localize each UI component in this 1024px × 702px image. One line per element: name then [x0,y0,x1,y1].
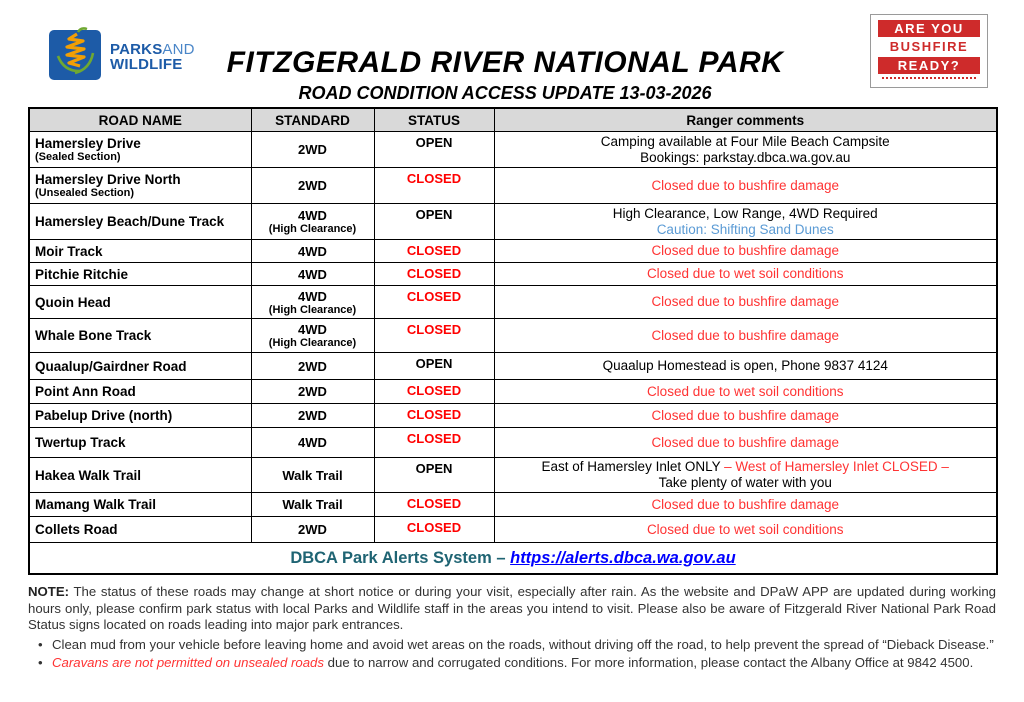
road-name-cell: Mamang Walk Trail [29,493,251,517]
table-row [29,132,997,168]
column-header-1: STANDARD [251,108,374,132]
table-row [29,428,997,458]
alerts-footer-row [29,543,997,575]
ranger-comment-cell: Closed due to bushfire damage [494,428,997,458]
status-cell: OPEN [374,353,494,380]
ranger-comment-cell: Closed due to wet soil conditions [494,380,997,404]
note-body: The status of these roads may change at short notice or during your visit, especially after rain. As the website and DPaW APP are updated during working hours only, please confirm park status with local Parks and Wildlife staff in the areas you intend to visit. Please also be aware of Fitzgerald River National Park Road Status signs located on roads leading into major park entrances. [28,584,996,632]
ranger-comment-cell: East of Hamersley Inlet ONLY – West of Hamersley Inlet CLOSED – Take plenty of water with you [494,458,997,493]
ranger-comment-cell: High Clearance, Low Range, 4WD Required Caution: Shifting Sand Dunes [494,204,997,240]
standard-cell: 4WD [251,428,374,458]
alerts-system-label: DBCA Park Alerts System – [290,548,511,567]
ranger-comment-cell: Camping available at Four Mile Beach Campsite Bookings: parkstay.dbca.wa.gov.au [494,132,997,168]
alerts-link[interactable]: https://alerts.dbca.wa.gov.au [510,548,736,567]
badge-line-ready: READY? [878,57,980,74]
logo-word-parks: PARKS [110,40,163,58]
road-name-cell: Hakea Walk Trail [29,458,251,493]
table-row [29,168,997,204]
road-name-cell: Twertup Track [29,428,251,458]
standard-cell: Walk Trail [251,493,374,517]
standard-cell: 2WD [251,517,374,543]
bushfire-ready-badge [870,14,988,88]
badge-line-are-you: ARE YOU [878,20,980,37]
status-cell: CLOSED [374,517,494,543]
table-row [29,319,997,353]
table-row [29,204,997,240]
standard-cell: 2WD [251,380,374,404]
road-name-cell: Collets Road [29,517,251,543]
column-header-2: STATUS [374,108,494,132]
ranger-comment-cell: Closed due to bushfire damage [494,240,997,263]
status-cell: CLOSED [374,168,494,204]
note-paragraph [28,584,996,634]
note-bullet: • Caravans are not permitted on unsealed roads due to narrow and corrugated conditions. For more information, please contact the Albany Office at 9842 4500. [38,655,974,670]
table-row [29,517,997,543]
table-row [29,286,997,319]
note-bullet: • Clean mud from your vehicle before leaving home and avoid wet areas on the roads, without driving off the road, to help prevent the spread of “Dieback Disease.” [38,636,994,652]
note-bullets [28,637,996,672]
standard-cell: 2WD [251,168,374,204]
table-row [29,493,997,517]
badge-line-bushfire: BUSHFIRE [889,39,969,54]
standard-cell: 2WD [251,353,374,380]
status-cell: CLOSED [374,240,494,263]
standard-cell: 2WD [251,132,374,168]
status-cell: OPEN [374,132,494,168]
table-row [29,458,997,493]
road-name-cell: Whale Bone Track [29,319,251,353]
ranger-comment-cell: Quaalup Homestead is open, Phone 9837 4124 [494,353,997,380]
road-name-cell: Point Ann Road [29,380,251,404]
road-name-cell: Pabelup Drive (north) [29,404,251,428]
logo-word-and: AND [162,40,195,58]
status-cell: CLOSED [374,286,494,319]
table-row [29,263,997,286]
standard-cell: 4WD [251,240,374,263]
table-row [29,240,997,263]
badge-footnote-line [882,77,976,79]
page-subtitle: ROAD CONDITION ACCESS UPDATE 13-03-2026 [298,83,712,103]
table-row [29,380,997,404]
status-cell: CLOSED [374,380,494,404]
standard-cell: 4WD [251,263,374,286]
status-cell: CLOSED [374,319,494,353]
note-label: NOTE: [28,584,70,599]
ranger-comment-cell: Closed due to bushfire damage [494,493,997,517]
standard-cell: 2WD [251,404,374,428]
status-cell: OPEN [374,458,494,493]
ranger-comment-cell: Closed due to wet soil conditions [494,263,997,286]
table-row [29,404,997,428]
road-name-cell: Quaalup/Gairdner Road [29,353,251,380]
table-row [29,353,997,380]
road-conditions-table [28,107,998,575]
page-title: FITZGERALD RIVER NATIONAL PARK [226,46,784,79]
road-name-cell: Quoin Head [29,286,251,319]
ranger-comment-cell: Closed due to bushfire damage [494,286,997,319]
status-cell: OPEN [374,204,494,240]
road-name-cell: Hamersley Drive (Sealed Section) [29,132,251,168]
logo-word-wildlife: WILDLIFE [110,55,183,73]
status-cell: CLOSED [374,493,494,517]
column-header-3: Ranger comments [494,108,997,132]
status-cell: CLOSED [374,263,494,286]
ranger-comment-cell: Closed due to bushfire damage [494,319,997,353]
standard-cell: 4WD (High Clearance) [251,204,374,240]
column-header-0: ROAD NAME [29,108,251,132]
road-name-cell: Hamersley Drive North (Unsealed Section) [29,168,251,204]
ranger-comment-cell: Closed due to wet soil conditions [494,517,997,543]
table-header-row [29,108,997,132]
ranger-comment-cell: Closed due to bushfire damage [494,168,997,204]
standard-cell: 4WD (High Clearance) [251,286,374,319]
notes-section [28,584,996,672]
standard-cell: 4WD (High Clearance) [251,319,374,353]
status-cell: CLOSED [374,428,494,458]
road-name-cell: Hamersley Beach/Dune Track [29,204,251,240]
ranger-comment-cell: Closed due to bushfire damage [494,404,997,428]
road-name-cell: Moir Track [29,240,251,263]
status-cell: CLOSED [374,404,494,428]
standard-cell: Walk Trail [251,458,374,493]
road-name-cell: Pitchie Ritchie [29,263,251,286]
